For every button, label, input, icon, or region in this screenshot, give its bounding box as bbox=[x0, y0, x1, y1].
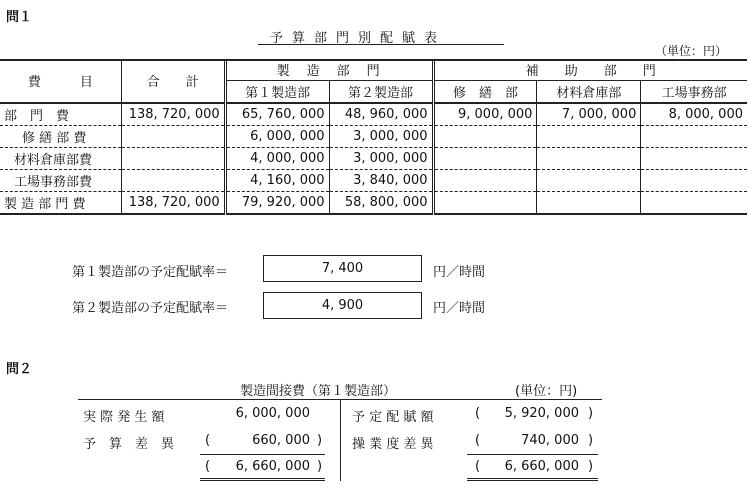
left-total-line bbox=[200, 454, 325, 455]
right-total-double-line bbox=[467, 478, 598, 481]
allocation-table bbox=[0, 59, 747, 215]
header-production: 製 造 部 門 bbox=[225, 59, 433, 81]
table-row bbox=[0, 192, 747, 215]
question2-label: 問２ bbox=[6, 362, 33, 377]
cell-d1: 6, 000, 000 bbox=[225, 126, 329, 148]
cell-d1: 4, 160, 000 bbox=[225, 170, 329, 192]
cell-total bbox=[121, 126, 225, 148]
cell-of: 8, 000, 000 bbox=[641, 103, 747, 126]
row-label: 修 繕 部 費 bbox=[0, 126, 121, 148]
cell-rep: 9, 000, 000 bbox=[433, 103, 537, 126]
overhead-account-title: 製造間接費（第１製造部） bbox=[240, 384, 397, 399]
cell-d1: 79, 920, 000 bbox=[225, 192, 329, 215]
cell-wh bbox=[537, 126, 641, 148]
budget-variance-close: ) bbox=[317, 433, 323, 448]
applied-overhead-close: ) bbox=[588, 406, 594, 421]
rate2-value: 4, 900 bbox=[263, 292, 422, 319]
volume-variance-open: ( bbox=[475, 433, 481, 448]
cell-d1: 65, 760, 000 bbox=[225, 103, 329, 126]
cell-wh bbox=[537, 170, 641, 192]
title-underline bbox=[258, 44, 504, 45]
left-total-close: ) bbox=[317, 459, 323, 474]
header-office: 工場事務部 bbox=[641, 81, 747, 104]
volume-variance-value: 740, 000 bbox=[521, 433, 579, 448]
cell-wh bbox=[537, 148, 641, 170]
row-label: 製 造 部 門 費 bbox=[0, 192, 121, 215]
row-label: 材料倉庫部費 bbox=[0, 148, 121, 170]
cell-rep bbox=[433, 148, 537, 170]
right-total-line bbox=[467, 454, 598, 455]
left-total-open: ( bbox=[205, 459, 211, 474]
allocation-table-body bbox=[0, 103, 747, 214]
right-total-close: ) bbox=[588, 459, 594, 474]
left-total-value: 6, 660, 000 bbox=[235, 459, 310, 474]
volume-variance-label: 操 業 度 差 異 bbox=[352, 437, 434, 452]
overhead-unit-label: (単位：円) bbox=[515, 384, 578, 399]
allocation-table-title: 予算部門別配賦表 bbox=[270, 31, 447, 46]
rate1-value: 7, 400 bbox=[263, 255, 422, 282]
cell-d2: 58, 800, 000 bbox=[329, 192, 433, 215]
cell-d2: 3, 000, 000 bbox=[329, 126, 433, 148]
left-total-double-line bbox=[200, 478, 325, 481]
cell-wh bbox=[537, 192, 641, 215]
header-support: 補 助 部 門 bbox=[433, 59, 747, 81]
rate1-unit: 円／時間 bbox=[433, 265, 486, 280]
actual-cost-value: 6, 000, 000 bbox=[235, 406, 310, 421]
cell-of bbox=[641, 192, 747, 215]
cell-d2: 48, 960, 000 bbox=[329, 103, 433, 126]
cell-total: 138, 720, 000 bbox=[121, 192, 225, 215]
rate2-unit: 円／時間 bbox=[433, 301, 486, 316]
table-row bbox=[0, 170, 747, 192]
applied-overhead-open: ( bbox=[475, 406, 481, 421]
cell-total bbox=[121, 148, 225, 170]
cell-of bbox=[641, 126, 747, 148]
cell-of bbox=[641, 148, 747, 170]
table-row bbox=[0, 148, 747, 170]
budget-variance-value: 660, 000 bbox=[252, 433, 310, 448]
header-dept1: 第１製造部 bbox=[225, 81, 329, 104]
applied-overhead-label: 予 定 配 賦 額 bbox=[352, 410, 434, 425]
cell-rep bbox=[433, 170, 537, 192]
cell-wh: 7, 000, 000 bbox=[537, 103, 641, 126]
rate1-label: 第１製造部の予定配賦率＝ bbox=[72, 265, 229, 280]
cell-rep bbox=[433, 192, 537, 215]
header-total: 合 計 bbox=[121, 59, 225, 103]
cell-of bbox=[641, 170, 747, 192]
rate2-label: 第２製造部の予定配賦率＝ bbox=[72, 301, 229, 316]
cell-total bbox=[121, 170, 225, 192]
header-item: 費 目 bbox=[0, 59, 121, 103]
table-row bbox=[0, 103, 747, 126]
row-label: 工場事務部費 bbox=[0, 170, 121, 192]
budget-variance-open: ( bbox=[205, 433, 211, 448]
budget-variance-label: 予 算 差 異 bbox=[83, 437, 175, 452]
cell-rep bbox=[433, 126, 537, 148]
t-account-center-line bbox=[340, 399, 341, 481]
volume-variance-close: ) bbox=[588, 433, 594, 448]
unit-label: （単位：円） bbox=[655, 44, 728, 58]
right-total-open: ( bbox=[475, 459, 481, 474]
row-label: 部 門 費 bbox=[0, 103, 121, 126]
table-row bbox=[0, 126, 747, 148]
header-dept2: 第２製造部 bbox=[329, 81, 433, 104]
header-repair: 修 繕 部 bbox=[433, 81, 537, 104]
right-total-value: 6, 660, 000 bbox=[504, 459, 579, 474]
cell-total: 138, 720, 000 bbox=[121, 103, 225, 126]
cell-d1: 4, 000, 000 bbox=[225, 148, 329, 170]
question1-label: 問１ bbox=[6, 10, 33, 25]
actual-cost-label: 実 際 発 生 額 bbox=[83, 410, 165, 425]
applied-overhead-value: 5, 920, 000 bbox=[504, 406, 579, 421]
cell-d2: 3, 000, 000 bbox=[329, 148, 433, 170]
cell-d2: 3, 840, 000 bbox=[329, 170, 433, 192]
header-warehouse: 材料倉庫部 bbox=[537, 81, 641, 104]
